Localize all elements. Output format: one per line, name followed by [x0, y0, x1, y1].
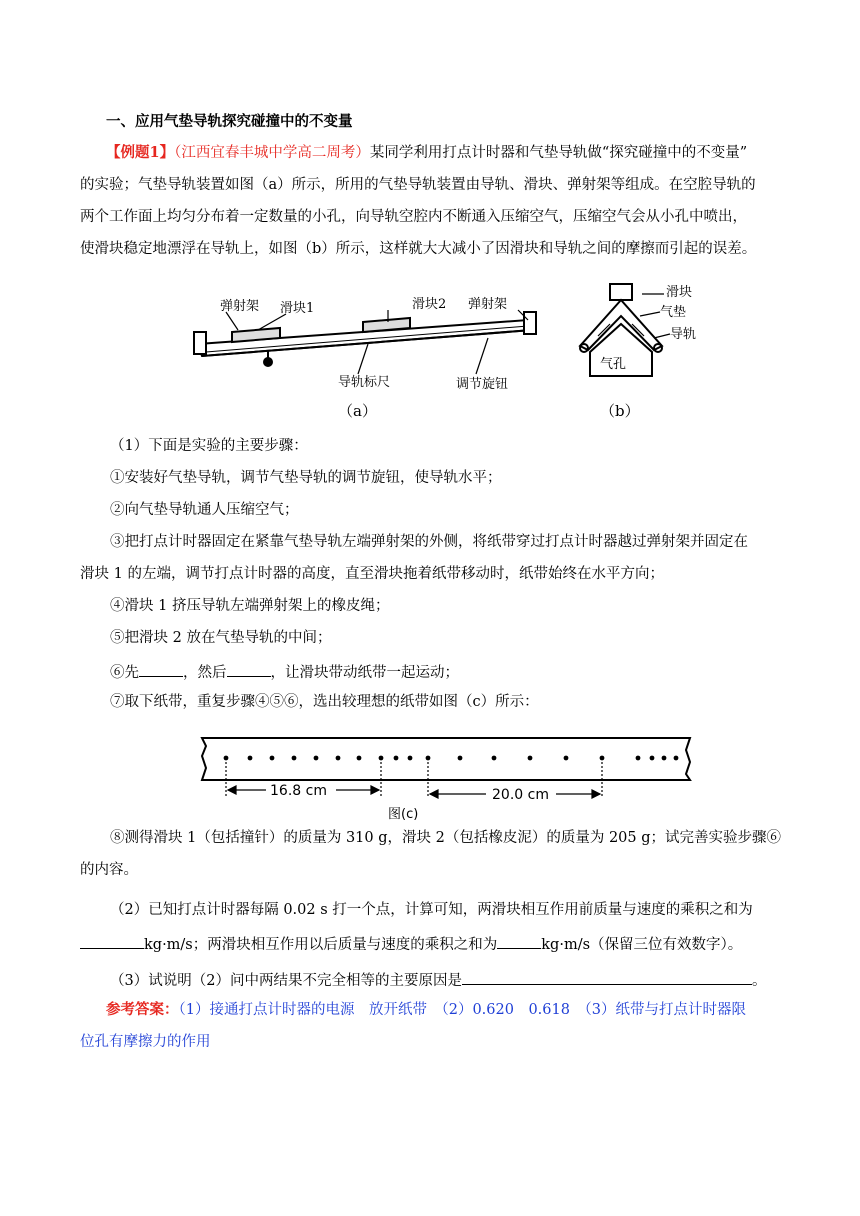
- caption-a: （a）: [338, 402, 377, 420]
- label-b-cushion: 气垫: [660, 305, 687, 320]
- example-intro-line-3: 两个工作面上均匀分布着一定数量的小孔，向导轨空腔内不断通入压缩空气，压缩空气会从小孔中喷出，: [80, 209, 747, 225]
- step-3a: ③把打点计时器固定在紧靠气垫导轨左端弹射架的外侧，将纸带穿过打点计时器越过弹射架并固定在: [110, 534, 748, 550]
- step-6-pre: ⑥先: [110, 665, 139, 681]
- example-intro-line-1: [106, 143, 816, 163]
- question-2-line-1: （2）已知打点计时器每隔 0.02 s 打一个点，计算可知，两滑块相互作用前质量与速度的乘积之和为: [110, 902, 753, 918]
- step-5: ⑤把滑块 2 放在气垫导轨的中间；: [110, 630, 332, 646]
- label-b-slider: 滑块: [666, 285, 693, 300]
- label-scale: 导轨标尺: [338, 375, 391, 390]
- caption-b: （b）: [600, 402, 640, 420]
- tape-dist-right: 20.0 cm: [492, 787, 549, 803]
- q3-tail: 。: [751, 973, 767, 989]
- step-8b: 的内容。: [80, 862, 138, 878]
- question-3: [110, 968, 820, 991]
- example-intro-line-2: 的实验；气垫导轨装置如图（a）所示，所用的气垫导轨装置由导轨、滑块、弹射架等组成。在空腔导轨的: [80, 177, 756, 193]
- example-intro-line-4: 使滑块稳定地漂浮在导轨上，如图（b）所示，这样就大大减小了因滑块和导轨之间的摩擦而引起的误差。: [80, 241, 757, 257]
- example-tag: 【例题1】: [106, 144, 175, 161]
- label-knob: 调节旋钮: [456, 377, 509, 392]
- step-3b: 滑块 1 的左端，调节打点计时器的高度，直至滑块拖着纸带移动时，纸带始终在水平方向；: [80, 566, 664, 582]
- answer-blank-6b[interactable]: [227, 660, 271, 677]
- answer-blank-6a[interactable]: [139, 660, 183, 677]
- answer-line-1: [106, 1000, 816, 1020]
- answer-text-1: （1）接通打点计时器的电源 放开纸带 （2）0.620 0.618 （3）纸带与打点计时器限: [178, 1002, 746, 1018]
- step-8a: ⑧测得滑块 1（包括撞针）的质量为 310 g，滑块 2（包括橡皮泥）的质量为 205 g；试完善实验步骤⑥: [110, 830, 782, 846]
- tape-dist-left: 16.8 cm: [270, 783, 327, 799]
- step-6-post: ，让滑块带动纸带一起运动；: [270, 665, 459, 681]
- steps-intro: （1）下面是实验的主要步骤：: [110, 438, 308, 454]
- label-b-rail: 导轨: [670, 327, 697, 342]
- figure-a-air-track: [188, 282, 558, 422]
- answer-label: 参考答案：: [106, 1001, 179, 1018]
- example-intro-1: 某同学利用打点计时器和气垫导轨做“探究碰撞中的不变量”: [369, 145, 748, 161]
- label-launcher-left: 弹射架: [220, 299, 260, 314]
- answer-line-2: 位孔有摩擦力的作用: [80, 1034, 211, 1050]
- answer-blank-2b[interactable]: [497, 932, 541, 949]
- answer-blank-2a[interactable]: [80, 932, 144, 949]
- step-2: ②向气垫导轨通人压缩空气；: [110, 502, 299, 518]
- figure-b-cross-section: [570, 276, 720, 426]
- step-4: ④滑块 1 挤压导轨左端弹射架上的橡皮绳；: [110, 598, 390, 614]
- q3-text: （3）试说明（2）问中两结果不完全相等的主要原因是: [110, 973, 462, 989]
- caption-c: 图(c): [388, 807, 419, 822]
- step-7: ⑦取下纸带，重复步骤④⑤⑥，选出较理想的纸带如图（c）所示：: [110, 694, 539, 710]
- question-2-line-2: [80, 932, 790, 955]
- label-slider1: 滑块1: [280, 301, 315, 316]
- step-1: ①安装好气垫导轨，调节气垫导轨的调节旋钮，使导轨水平；: [110, 470, 502, 486]
- label-slider2: 滑块2: [412, 297, 447, 312]
- step-6-mid: ，然后: [183, 665, 227, 681]
- step-6: [110, 660, 820, 683]
- label-launcher-right: 弹射架: [468, 297, 508, 312]
- q2-tail: kg·m/s（保留三位有效数字）。: [541, 937, 743, 953]
- label-b-hole: 气孔: [600, 357, 627, 372]
- example-source: （江西宜春丰城中学高二周考）: [174, 145, 370, 161]
- answer-blank-3[interactable]: [462, 968, 752, 985]
- section-title: 一、应用气垫导轨探究碰撞中的不变量: [106, 114, 353, 130]
- figure-c-paper-tape: [196, 728, 696, 828]
- q2-unit-text: kg·m/s；两滑块相互作用以后质量与速度的乘积之和为: [144, 937, 498, 953]
